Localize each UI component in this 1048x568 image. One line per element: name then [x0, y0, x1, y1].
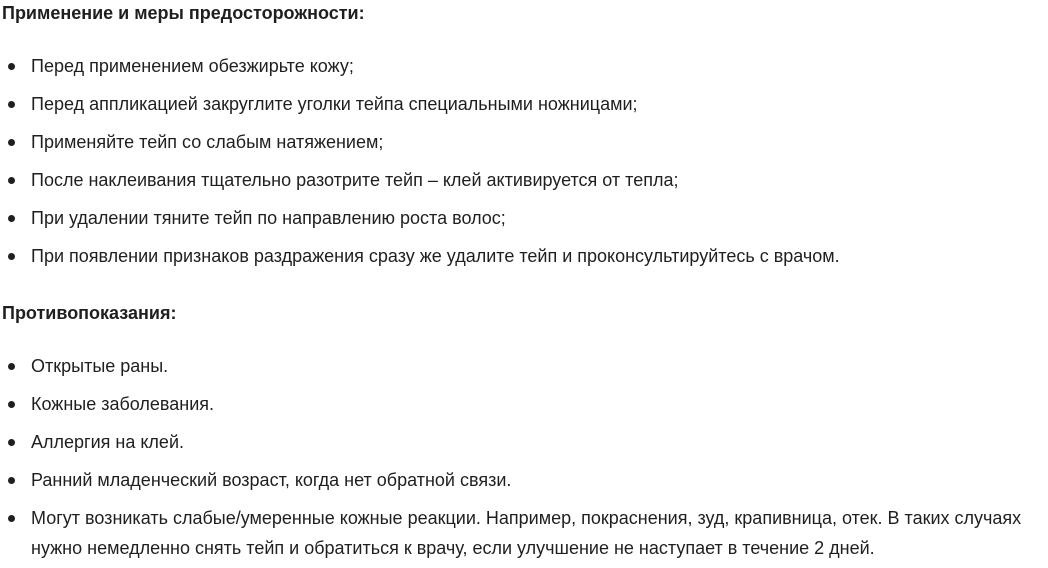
bullet-icon [8, 101, 15, 108]
list-item-text: После наклеивания тщательно разотрите тейп – клей активируется от тепла; [31, 170, 679, 190]
bullet-icon [8, 63, 15, 70]
list-item-text: Могут возникать слабые/умеренные кожные реакции. Например, покраснения, зуд, крапивница, отек. В таких случаях нужно немедленно снять тейп и обратиться к врачу, если улучшение не наступает в течение 2 дней. [31, 508, 1022, 558]
list-item [2, 468, 1048, 492]
bullet-icon [8, 363, 15, 370]
bullet-icon [8, 439, 15, 446]
list-item [2, 503, 1048, 563]
list-item [2, 206, 1048, 230]
section-heading-contraindications: Противопоказания: [2, 303, 177, 323]
bullet-icon [8, 177, 15, 184]
bullet-icon [8, 477, 15, 484]
list-item [2, 54, 1048, 78]
list-item [2, 392, 1048, 416]
bullet-icon [8, 401, 15, 408]
list-item-text: Ранний младенческий возраст, когда нет обратной связи. [31, 470, 512, 490]
section-heading-usage: Применение и меры предосторожности: [2, 3, 365, 23]
list-item [2, 430, 1048, 454]
bullet-icon [8, 253, 15, 260]
list-item-text: Перед аппликацией закруглите уголки тейпа специальными ножницами; [31, 94, 638, 114]
list-item-text: Открытые раны. [31, 356, 169, 376]
bullet-icon [8, 139, 15, 146]
list-item-text: При появлении признаков раздражения сразу же удалите тейп и проконсультируйтесь с врачом. [31, 246, 840, 266]
list-item-text: Перед применением обезжирьте кожу; [31, 56, 354, 76]
list-item [2, 92, 1048, 116]
list-item-text: Аллергия на клей. [31, 432, 184, 452]
bullet-icon [8, 215, 15, 222]
contraindications-list [2, 354, 1048, 563]
bullet-icon [8, 515, 15, 522]
usage-list [2, 54, 1048, 268]
list-item [2, 354, 1048, 378]
list-item [2, 244, 1048, 268]
list-item-text: Применяйте тейп со слабым натяжением; [31, 132, 384, 152]
list-item [2, 168, 1048, 192]
list-item-text: При удалении тяните тейп по направлению роста волос; [31, 208, 506, 228]
list-item [2, 130, 1048, 154]
list-item-text: Кожные заболевания. [31, 394, 215, 414]
